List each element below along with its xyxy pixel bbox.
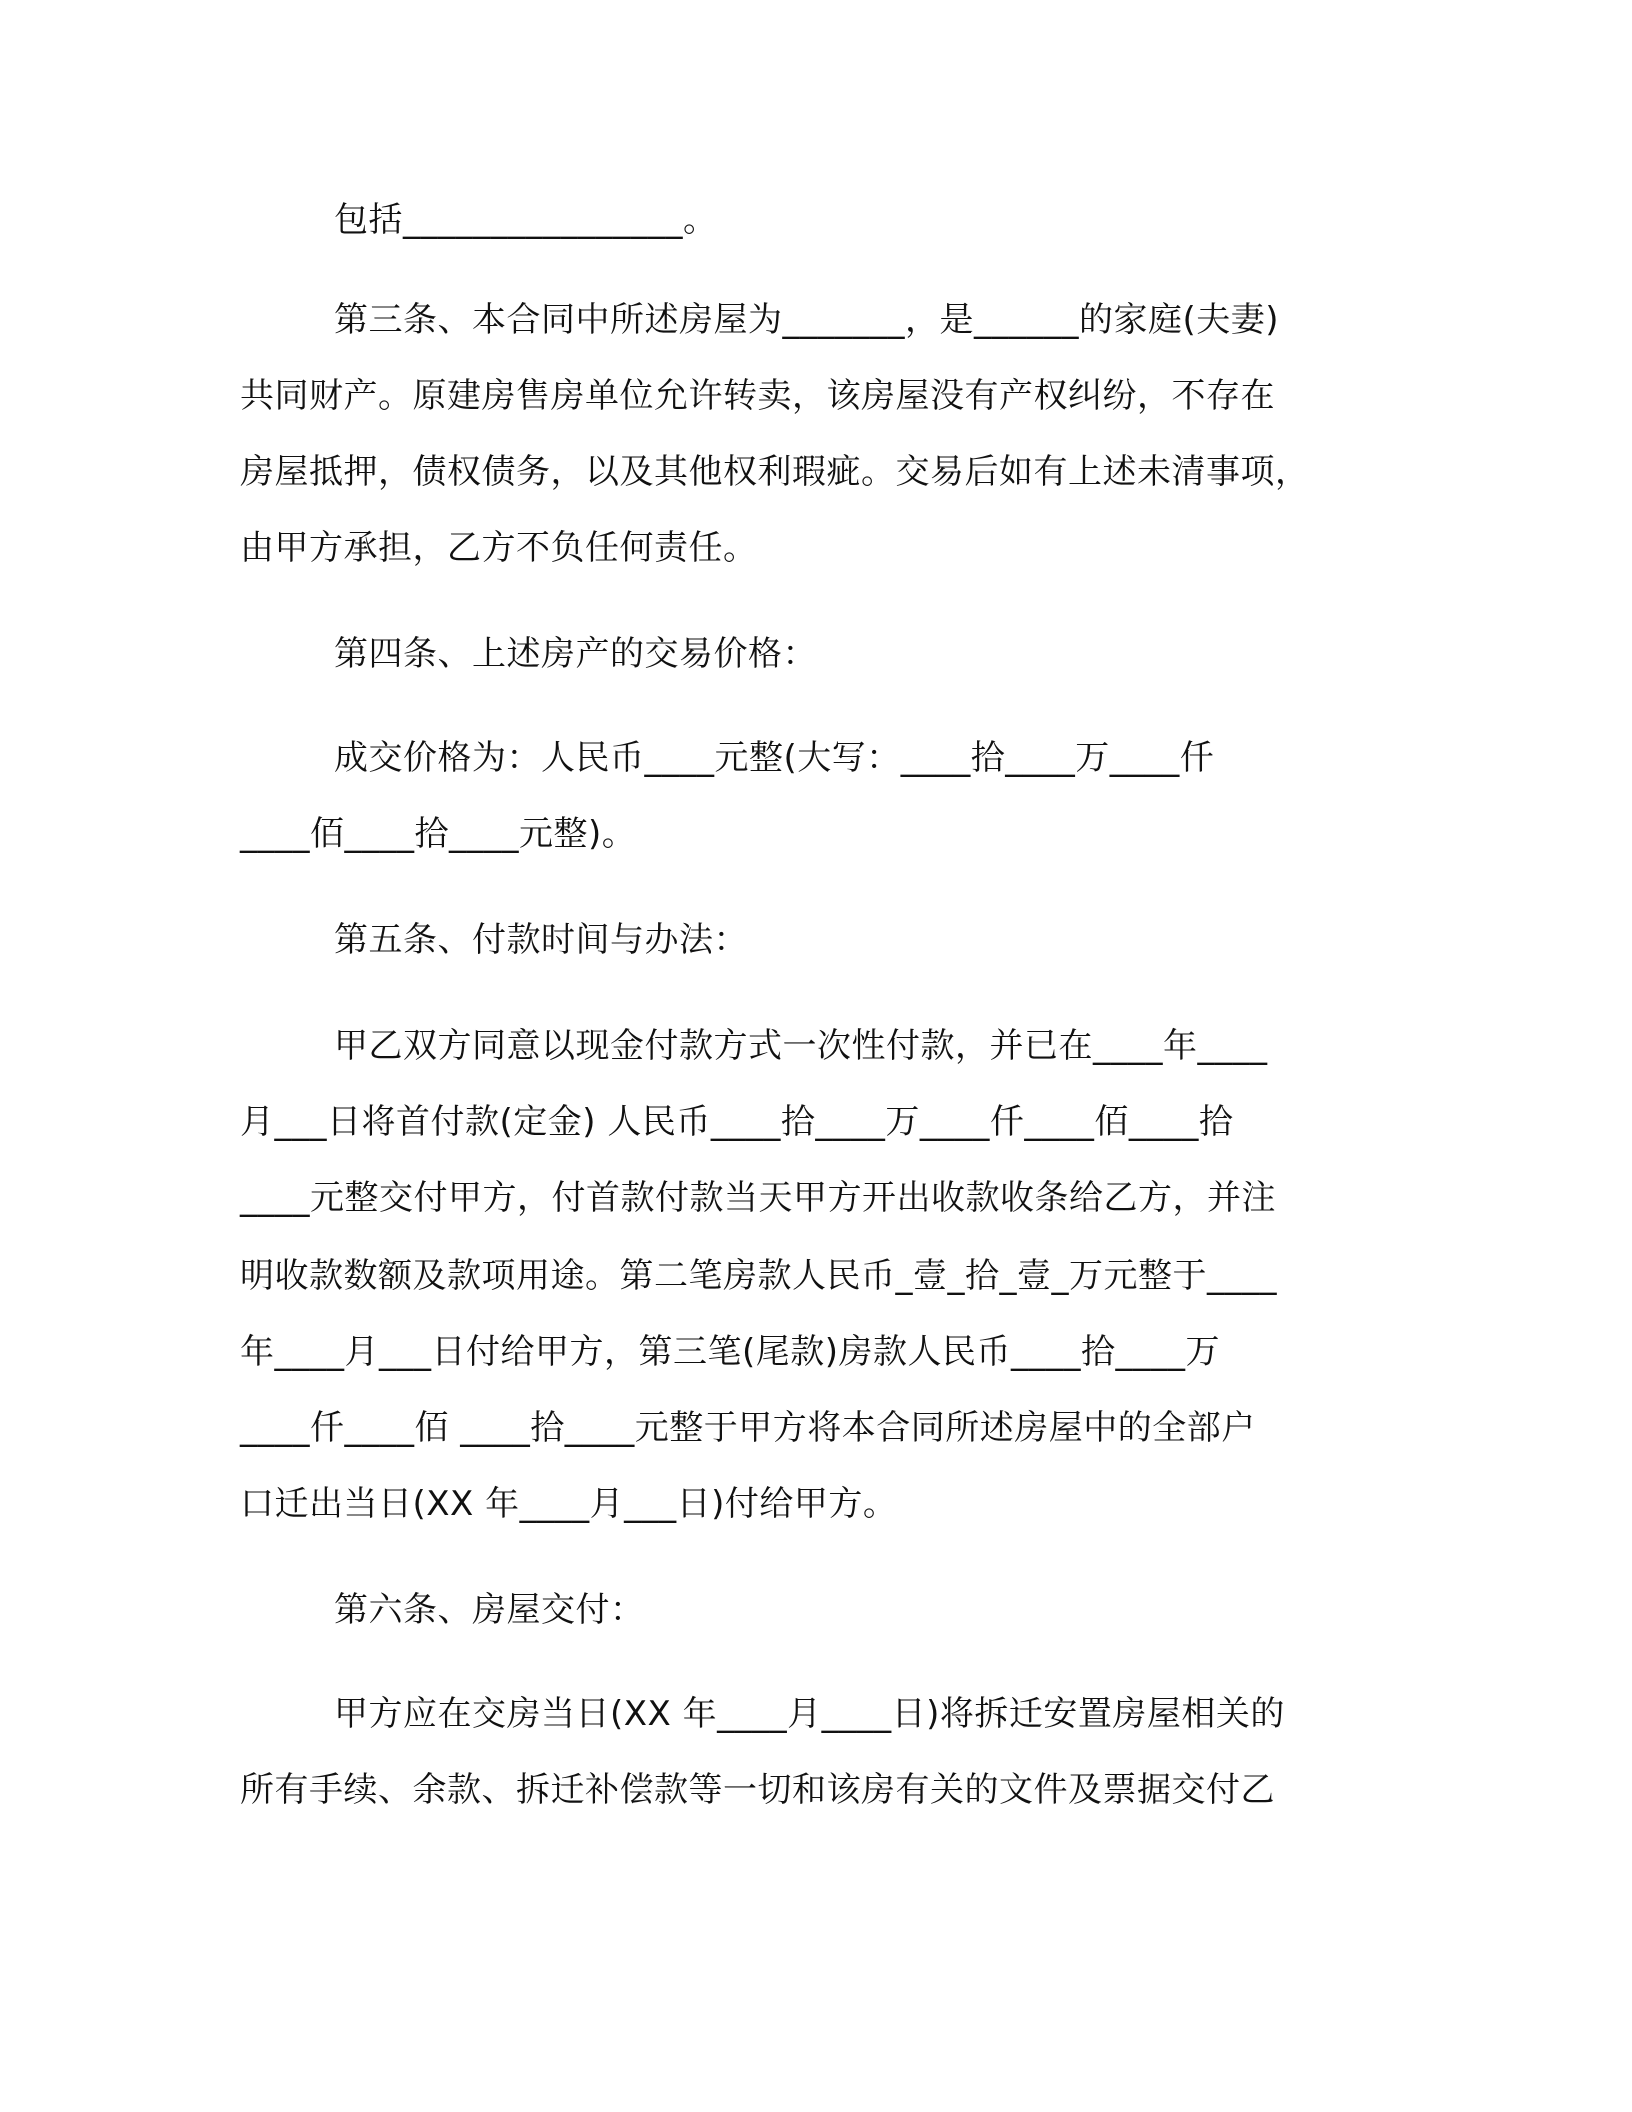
article-3-line-4: 由甲方承担，乙方不负任何责任。 xyxy=(240,528,758,568)
delivery-line-2: 所有手续、余款、拆迁补偿款等一切和该房有关的文件及票据交付乙 xyxy=(240,1770,1275,1810)
text-line-includes: 包括________________。 xyxy=(334,200,718,240)
article-3-line-3: 房屋抵押，债权债务，以及其他权利瑕疵。交易后如有上述未清事项， xyxy=(240,452,1310,492)
delivery-line-1: 甲方应在交房当日(XX 年____月____日)将拆迁安置房屋相关的 xyxy=(334,1694,1285,1734)
payment-line-3: ____元整交付甲方，付首款付款当天甲方开出收款收条给乙方，并注 xyxy=(240,1178,1276,1218)
article-4-heading: 第四条、上述房产的交易价格： xyxy=(334,634,817,674)
payment-line-2: 月___日将首付款(定金) 人民币____拾____万____仟____佰____拾 xyxy=(240,1102,1234,1142)
price-line-2: ____佰____拾____元整)。 xyxy=(240,814,637,854)
article-6-heading: 第六条、房屋交付： xyxy=(334,1590,645,1630)
payment-line-6: ____仟____佰 ____拾____元整于甲方将本合同所述房屋中的全部户 xyxy=(240,1408,1256,1448)
article-3-line-2: 共同财产。原建房售房单位允许转卖，该房屋没有产权纠纷，不存在 xyxy=(240,376,1275,416)
payment-line-4: 明收款数额及款项用途。第二笔房款人民币_壹_拾_壹_万元整于____ xyxy=(240,1256,1277,1296)
payment-line-1: 甲乙双方同意以现金付款方式一次性付款，并已在____年____ xyxy=(334,1026,1268,1066)
price-line-1: 成交价格为：人民币____元整(大写：____拾____万____仟 xyxy=(334,738,1215,778)
payment-line-7: 口迁出当日(XX 年____月___日)付给甲方。 xyxy=(240,1484,898,1524)
article-5-heading: 第五条、付款时间与办法： xyxy=(334,920,748,960)
payment-line-5: 年____月___日付给甲方，第三笔(尾款)房款人民币____拾____万 xyxy=(240,1332,1221,1372)
article-3-heading: 第三条、本合同中所述房屋为_______，是______的家庭(夫妻) xyxy=(334,300,1280,340)
